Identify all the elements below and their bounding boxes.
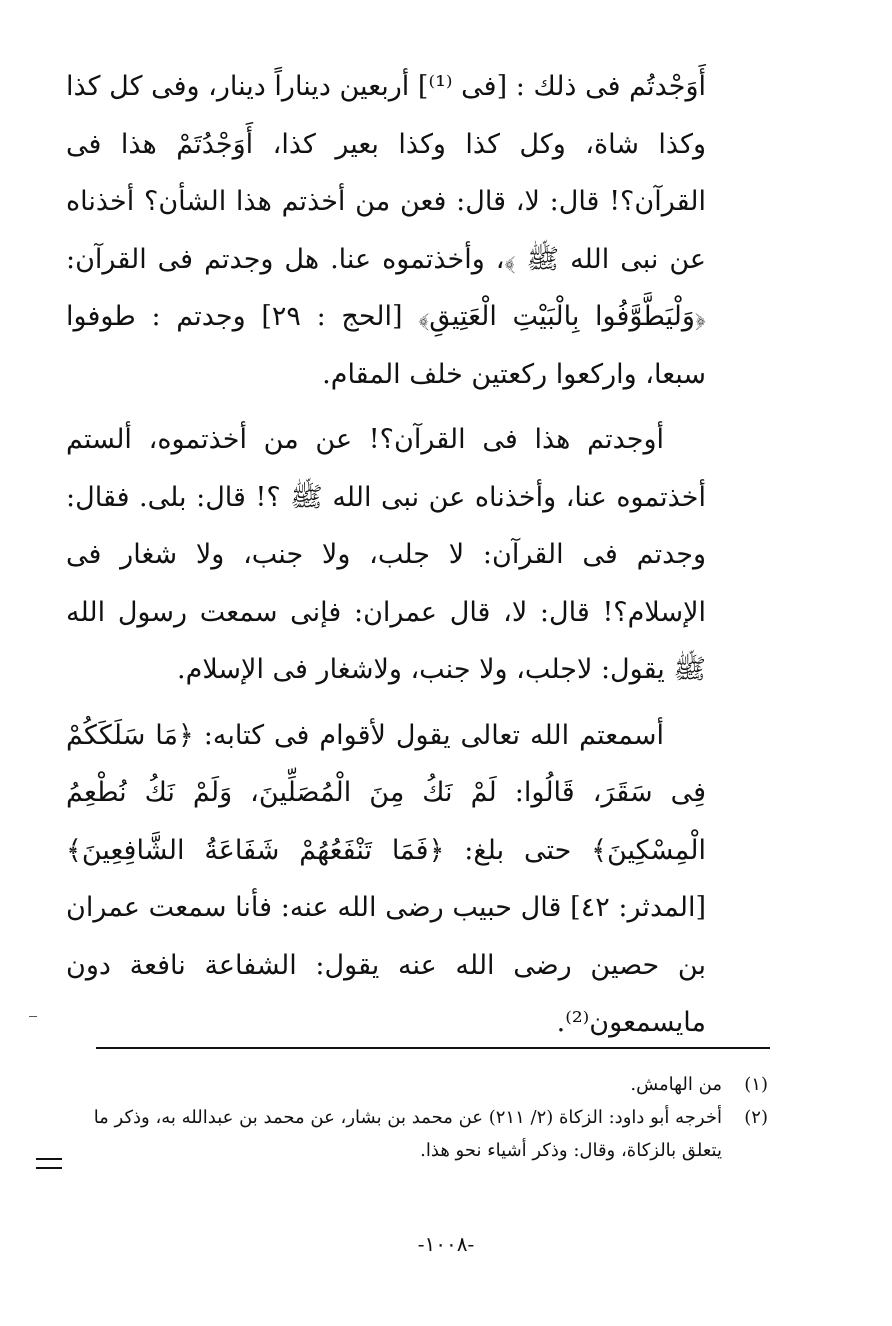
binding-mark <box>36 1158 62 1169</box>
paragraph-gap <box>66 699 706 707</box>
paragraph-1: أَوَجْدتُم فى ذلك : [فى ⁽¹⁾] أربعين ديناراً دينار، وفى كل كذا وكذا شاة، وكل كذا وكذا بعير كذا، أَوَجْدُتَمْ هذا فى القرآن؟! قال: لا، قال: فعن من أخذتم هذا الشأن؟ أخذناه عن نبى الله ﷺ ﴾، وأخذتموه عنا. هل وجدتم فى القرآن: ﴿وَلْيَطَّوَّفُوا بِالْبَيْتِ الْعَتِيقِ﴾ [الحج : ٢٩] وجدتم : طوفوا سبعا، واركعوا ركعتين خلف المقام. <box>66 71 706 390</box>
paragraph-2: أوجدتم هذا فى القرآن؟! عن من أخذتموه، ألستم أخذتموه عنا، وأخذناه عن نبى الله ﷺ ؟! قال: بلى. فقال: وجدتم فى القرآن: لا جلب، ولا جنب، ولا شغار فى الإسلام؟! قال: لا، قال عمران: فإنى سمعت رسول الله ﷺ يقول: لاجلب، ولا جنب، ولاشغار فى الإسلام. <box>66 424 706 685</box>
footnote-number: (٢) <box>744 1107 768 1128</box>
main-text <box>66 58 706 1052</box>
footnote-1 <box>56 1068 768 1101</box>
margin-tick <box>29 1016 37 1017</box>
footnote-2 <box>56 1101 768 1167</box>
footnotes <box>56 1068 768 1167</box>
page-number: -١٠٠٨- <box>417 1232 475 1256</box>
paragraph-gap <box>66 403 706 411</box>
paragraph-3: أسمعتم الله تعالى يقول لأقوام فى كتابه: ﴿مَا سَلَكَكُمْ فِى سَقَرَ، قَالُوا: لَمْ نَكُ مِنَ الْمُصَلِّينَ، وَلَمْ نَكُ نُطْعِمُ الْمِسْكِينَ﴾ حتى بلغ: ﴿فَمَا تَنْفَعُهُمْ شَفَاعَةُ الشَّافِعِينَ﴾ [المدثر: ٤٢] قال حبيب رضى الله عنه: فأنا سمعت عمران بن حصين رضى الله عنه يقول: الشفاعة نافعة دون مايسمعون⁽²⁾. <box>66 719 706 1038</box>
footnote-text: من الهامش. <box>630 1074 722 1095</box>
footnote-text: أخرجه أبو داود: الزكاة (٢/ ٢١١) عن محمد بن بشار، عن محمد بن عبدالله به، وذكر ما يتعلق بالزكاة، وقال: وذكر أشياء نحو هذا. <box>93 1107 722 1161</box>
footnote-separator <box>96 1047 770 1049</box>
footnote-number: (١) <box>744 1074 768 1095</box>
